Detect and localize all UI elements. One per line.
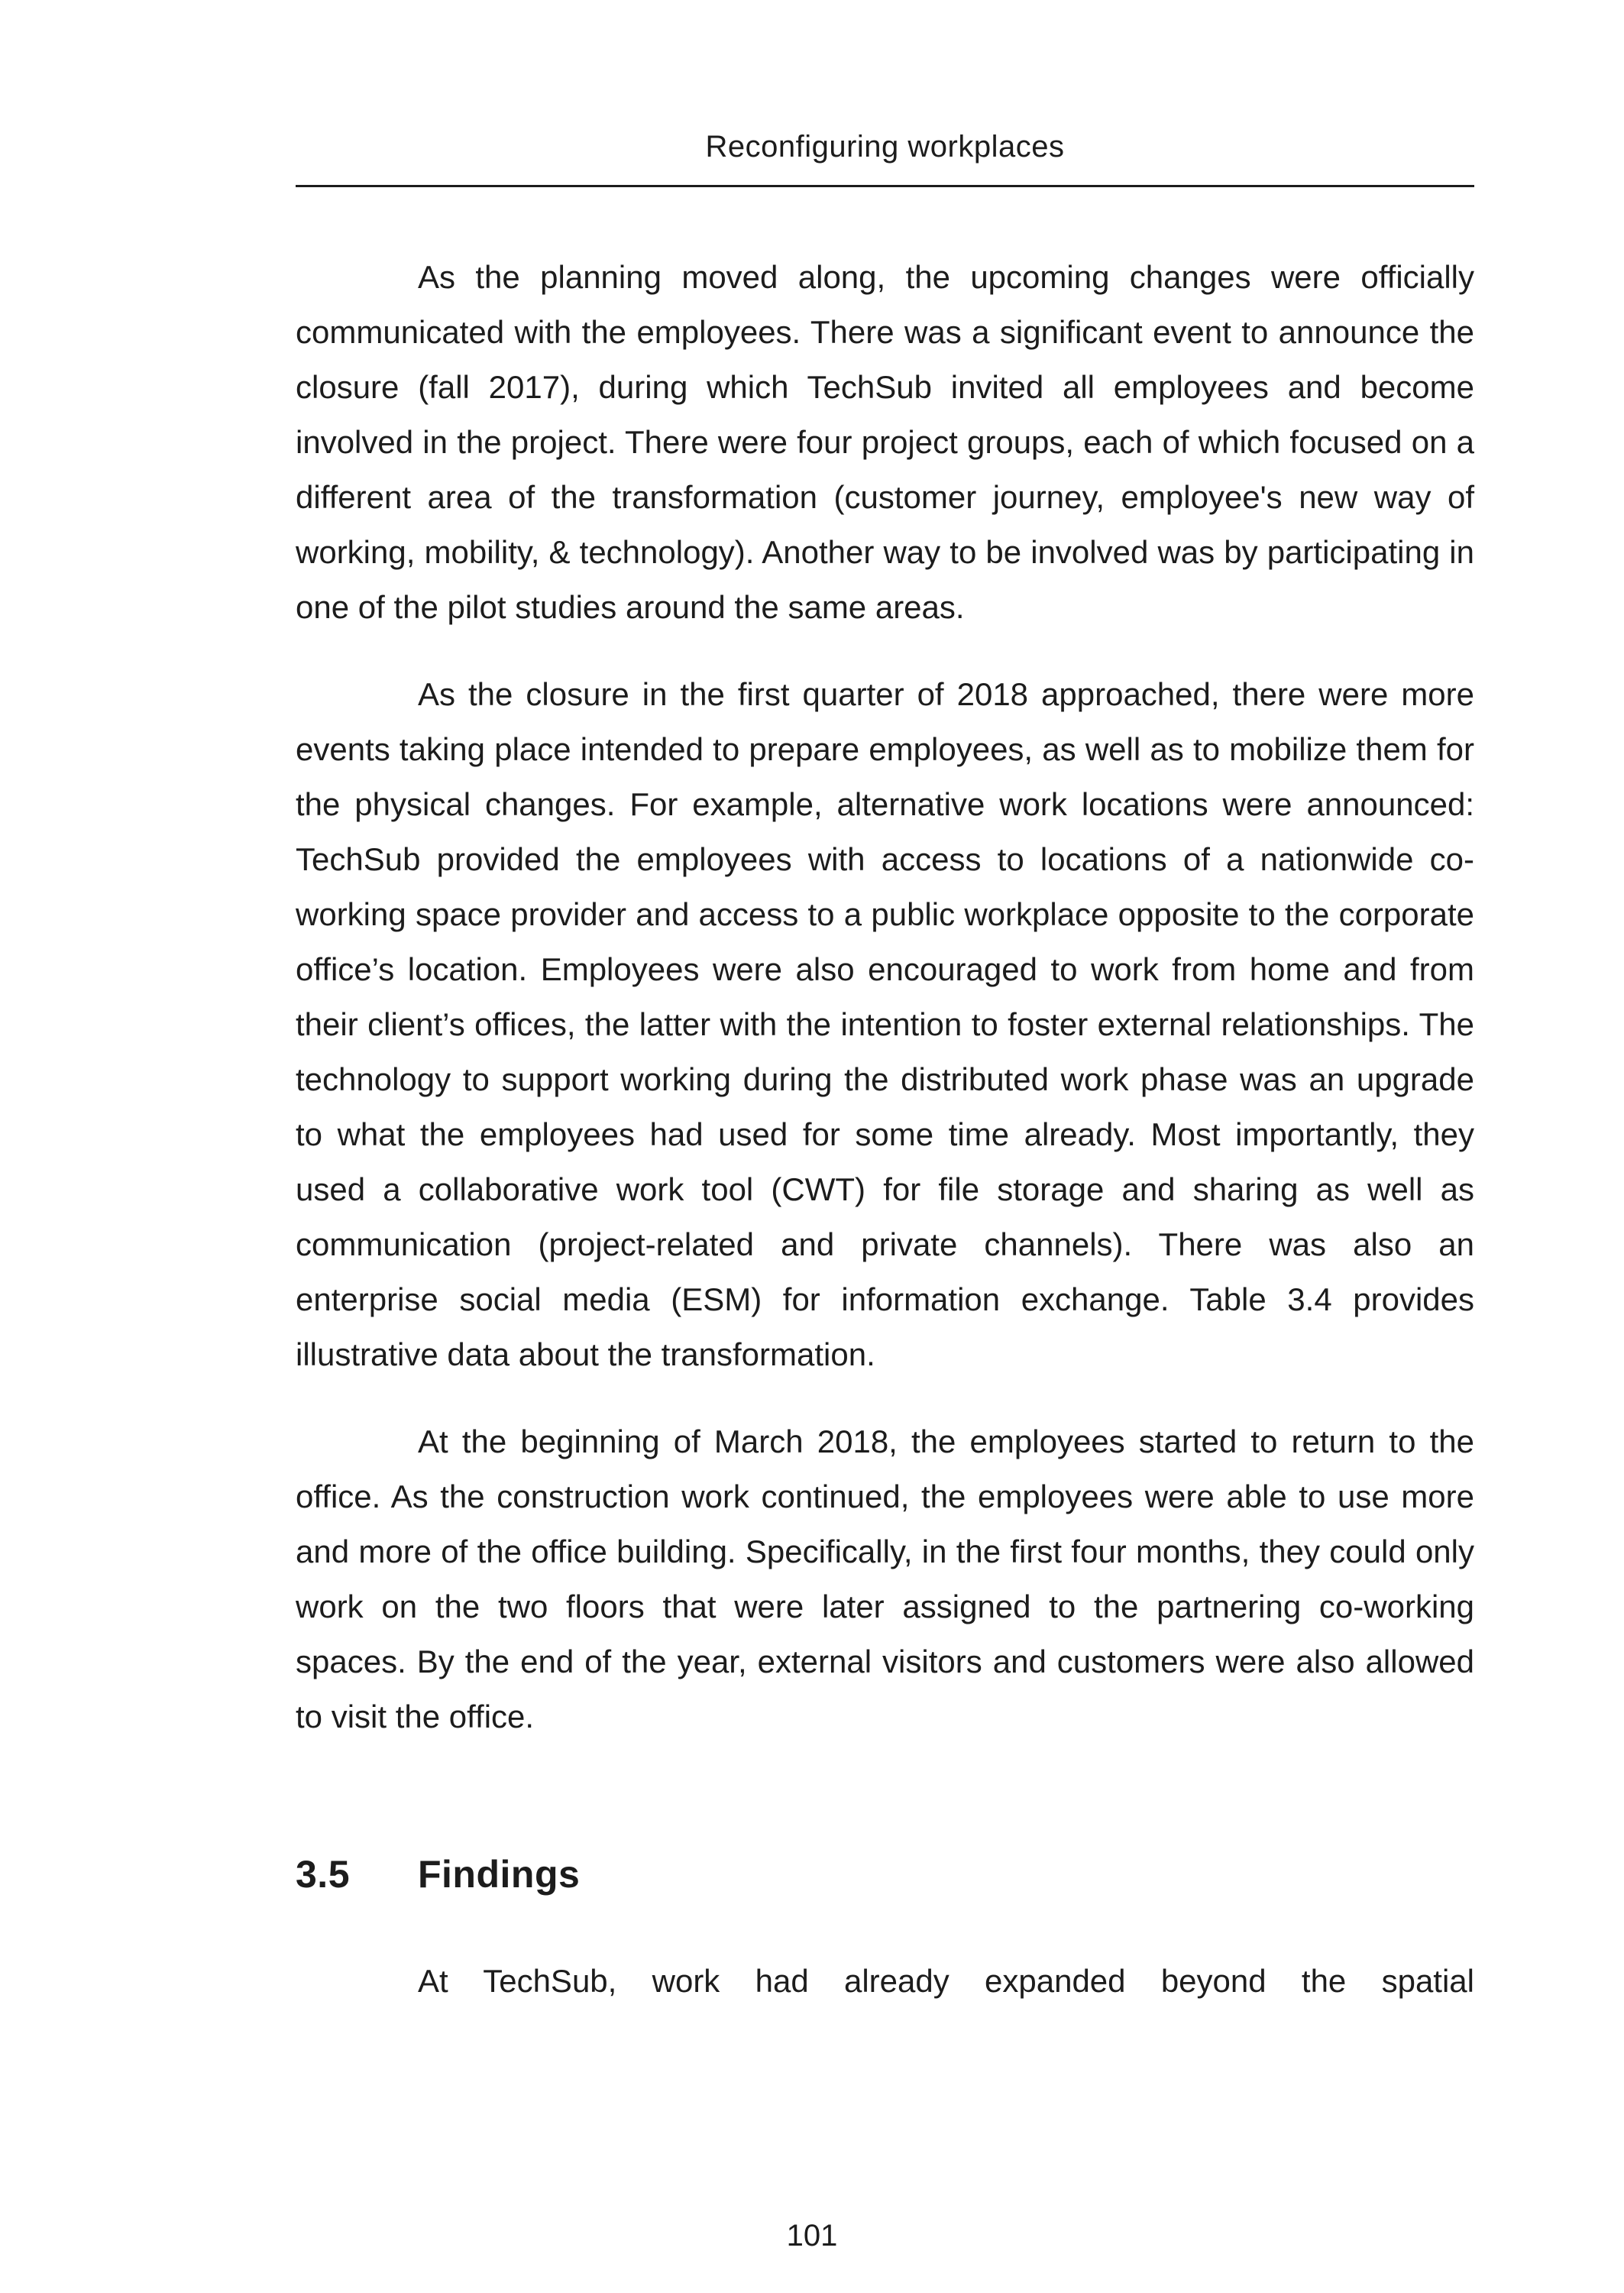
page-content: [296, 128, 1474, 2009]
body-text: [296, 250, 1474, 2009]
paragraph-3: At the beginning of March 2018, the employees started to return to the office. As the construction work continued, the employees were able to use more and more of the office building. Specifically, in the first four months, they could only work on the two floors that were later assigned to the partnering co-working spaces. By the end of the year, external visitors and customers were also allowed to visit the office.: [296, 1423, 1474, 1734]
header-rule: [296, 185, 1474, 187]
paragraph-4: At TechSub, work had already expanded beyond the spatial: [418, 1963, 1474, 1999]
section-title: Findings: [418, 1853, 581, 1896]
running-header: Reconfiguring workplaces: [705, 130, 1065, 164]
paragraph-2: As the closure in the first quarter of 2018 approached, there were more events taking place intended to prepare employees, as well as to mobilize them for the physical changes. For example, alternative work locations were announced: TechSub provided the employees with access to locations of a nationwide co-working space provider and access to a public workplace opposite to the corporate office’s location. Employees were also encouraged to work from home and from their client’s offices, the latter with the intention to foster external relationships. The technology to support working during the distributed work phase was an upgrade to what the employees had used for some time already. Most importantly, they used a collaborative work tool (CWT) for file storage and sharing as well as communication (project-related and private channels). There was also an enterprise social media (ESM) for information exchange. Table 3.4 provides illustrative data about the transformation.: [296, 676, 1474, 1372]
page-number: 101: [786, 2219, 838, 2253]
section-heading: [296, 1851, 1474, 1897]
section-number: 3.5: [296, 1853, 351, 1896]
paragraph-1: As the planning moved along, the upcoming changes were officially communicated with the employees. There was a significant event to announce the closure (fall 2017), during which TechSub invited all employees and become involved in the project. There were four project groups, each of which focused on a different area of the transformation (customer journey, employee's new way of working, mobility, & technology). Another way to be involved was by participating in one of the pilot studies around the same areas.: [296, 259, 1474, 625]
